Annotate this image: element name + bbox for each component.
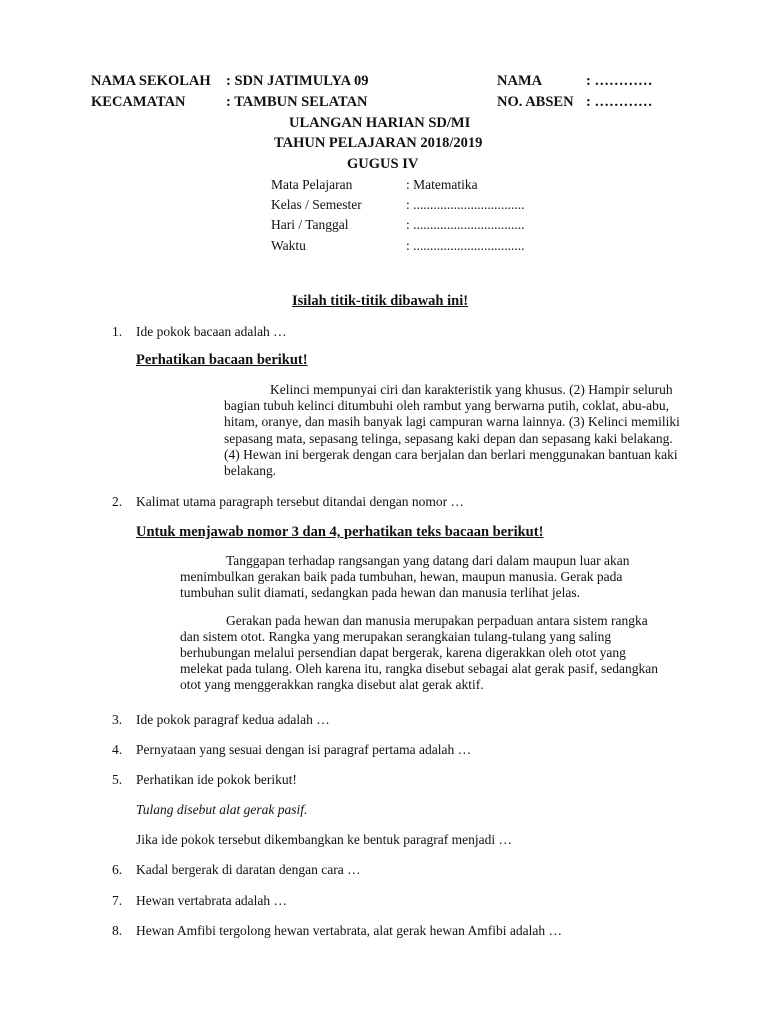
question-number: 6. <box>112 862 123 877</box>
question-number: 7. <box>112 893 123 908</box>
question-text: Pernyataan yang sesuai dengan isi paragraf pertama adalah … <box>136 742 472 757</box>
main-idea: Tulang disebut alat gerak pasif. <box>136 802 308 817</box>
reading-passage <box>224 382 684 479</box>
question-text: Perhatikan ide pokok berikut! <box>136 772 297 787</box>
question-followup: Jika ide pokok tersebut dikembangkan ke bentuk paragraf menjadi … <box>136 832 513 847</box>
district-label: KECAMATAN <box>91 94 186 110</box>
question-text: Hewan Amfibi tergolong hewan vertabrata, alat gerak hewan Amfibi adalah … <box>136 923 562 938</box>
question-number: 1. <box>112 324 123 339</box>
academic-year: TAHUN PELAJARAN 2018/2019 <box>274 135 483 151</box>
reading-passage <box>180 553 670 694</box>
question-text: Ide pokok paragraf kedua adalah … <box>136 712 330 727</box>
info-value: : ................................. <box>406 238 525 253</box>
info-label: Hari / Tanggal <box>271 217 349 232</box>
info-value: : Matematika <box>406 177 478 192</box>
info-label: Mata Pelajaran <box>271 177 353 192</box>
reading-heading: Untuk menjawab nomor 3 dan 4, perhatikan teks bacaan berikut! <box>136 524 544 540</box>
info-label: Waktu <box>271 238 306 253</box>
question-text: Hewan vertabrata adalah … <box>136 893 288 908</box>
student-name-value: : ………… <box>586 73 653 89</box>
passage-paragraph: Gerakan pada hewan dan manusia merupakan perpaduan antara sistem rangka dan sistem otot. Rangka yang merupakan serangkaian tulang-tulang yang saling berhubungan melalui persendian dapat bergerak, karena digerakkan oleh otot yang melekat pada tulang. Oleh karena itu, rangka disebut sebagai alat gerak pasif, sedangkan otot yang menggerakkan rangka disebut alat gerak aktif. <box>180 612 658 693</box>
question-number: 8. <box>112 923 123 938</box>
passage-paragraph: Tanggapan terhadap rangsangan yang datang dari dalam maupun luar akan menimbulkan gerakan baik pada tumbuhan, hewan, maupun manusia. Gerak pada tumbuhan sulit diamati, sedangkan pada hewan dan manusia terlihat jelas. <box>180 553 630 601</box>
info-label: Kelas / Semester <box>271 197 362 212</box>
instruction: Isilah titik-titik dibawah ini! <box>292 293 469 309</box>
school-label: NAMA SEKOLAH <box>91 73 211 89</box>
question-text: Ide pokok bacaan adalah … <box>136 324 287 339</box>
info-value: : ................................. <box>406 197 525 212</box>
question-number: 2. <box>112 494 123 509</box>
student-name-label: NAMA <box>497 73 543 89</box>
question-number: 5. <box>112 772 123 787</box>
absence-number-label: NO. ABSEN <box>497 94 574 110</box>
cluster-title: GUGUS IV <box>347 156 419 172</box>
absence-number-value: : ………… <box>586 94 653 110</box>
exam-title: ULANGAN HARIAN SD/MI <box>289 115 471 131</box>
question-number: 4. <box>112 742 123 757</box>
district-value: : TAMBUN SELATAN <box>226 94 368 110</box>
passage-paragraph: Kelinci mempunyai ciri dan karakteristik yang khusus. (2) Hampir seluruh bagian tubuh kelinci ditumbuhi oleh rambut yang berwarna putih, coklat, abu-abu, hitam, oranye, dan masih banyak lagi campuran warna lainnya. (3) Kelinci memiliki sepasang mata, sepasang telinga, sepasang kaki depan dan sepasang kaki belakang. (4) Hewan ini bergerak dengan cara berjalan dan berlari menggunakan bantuan kaki belakang. <box>224 382 680 479</box>
question-text: Kalimat utama paragraph tersebut ditandai dengan nomor … <box>136 494 465 509</box>
question-number: 3. <box>112 712 123 727</box>
info-value: : ................................. <box>406 217 525 232</box>
school-value: : SDN JATIMULYA 09 <box>226 73 369 89</box>
question-text: Kadal bergerak di daratan dengan cara … <box>136 862 361 877</box>
reading-heading: Perhatikan bacaan berikut! <box>136 352 308 368</box>
